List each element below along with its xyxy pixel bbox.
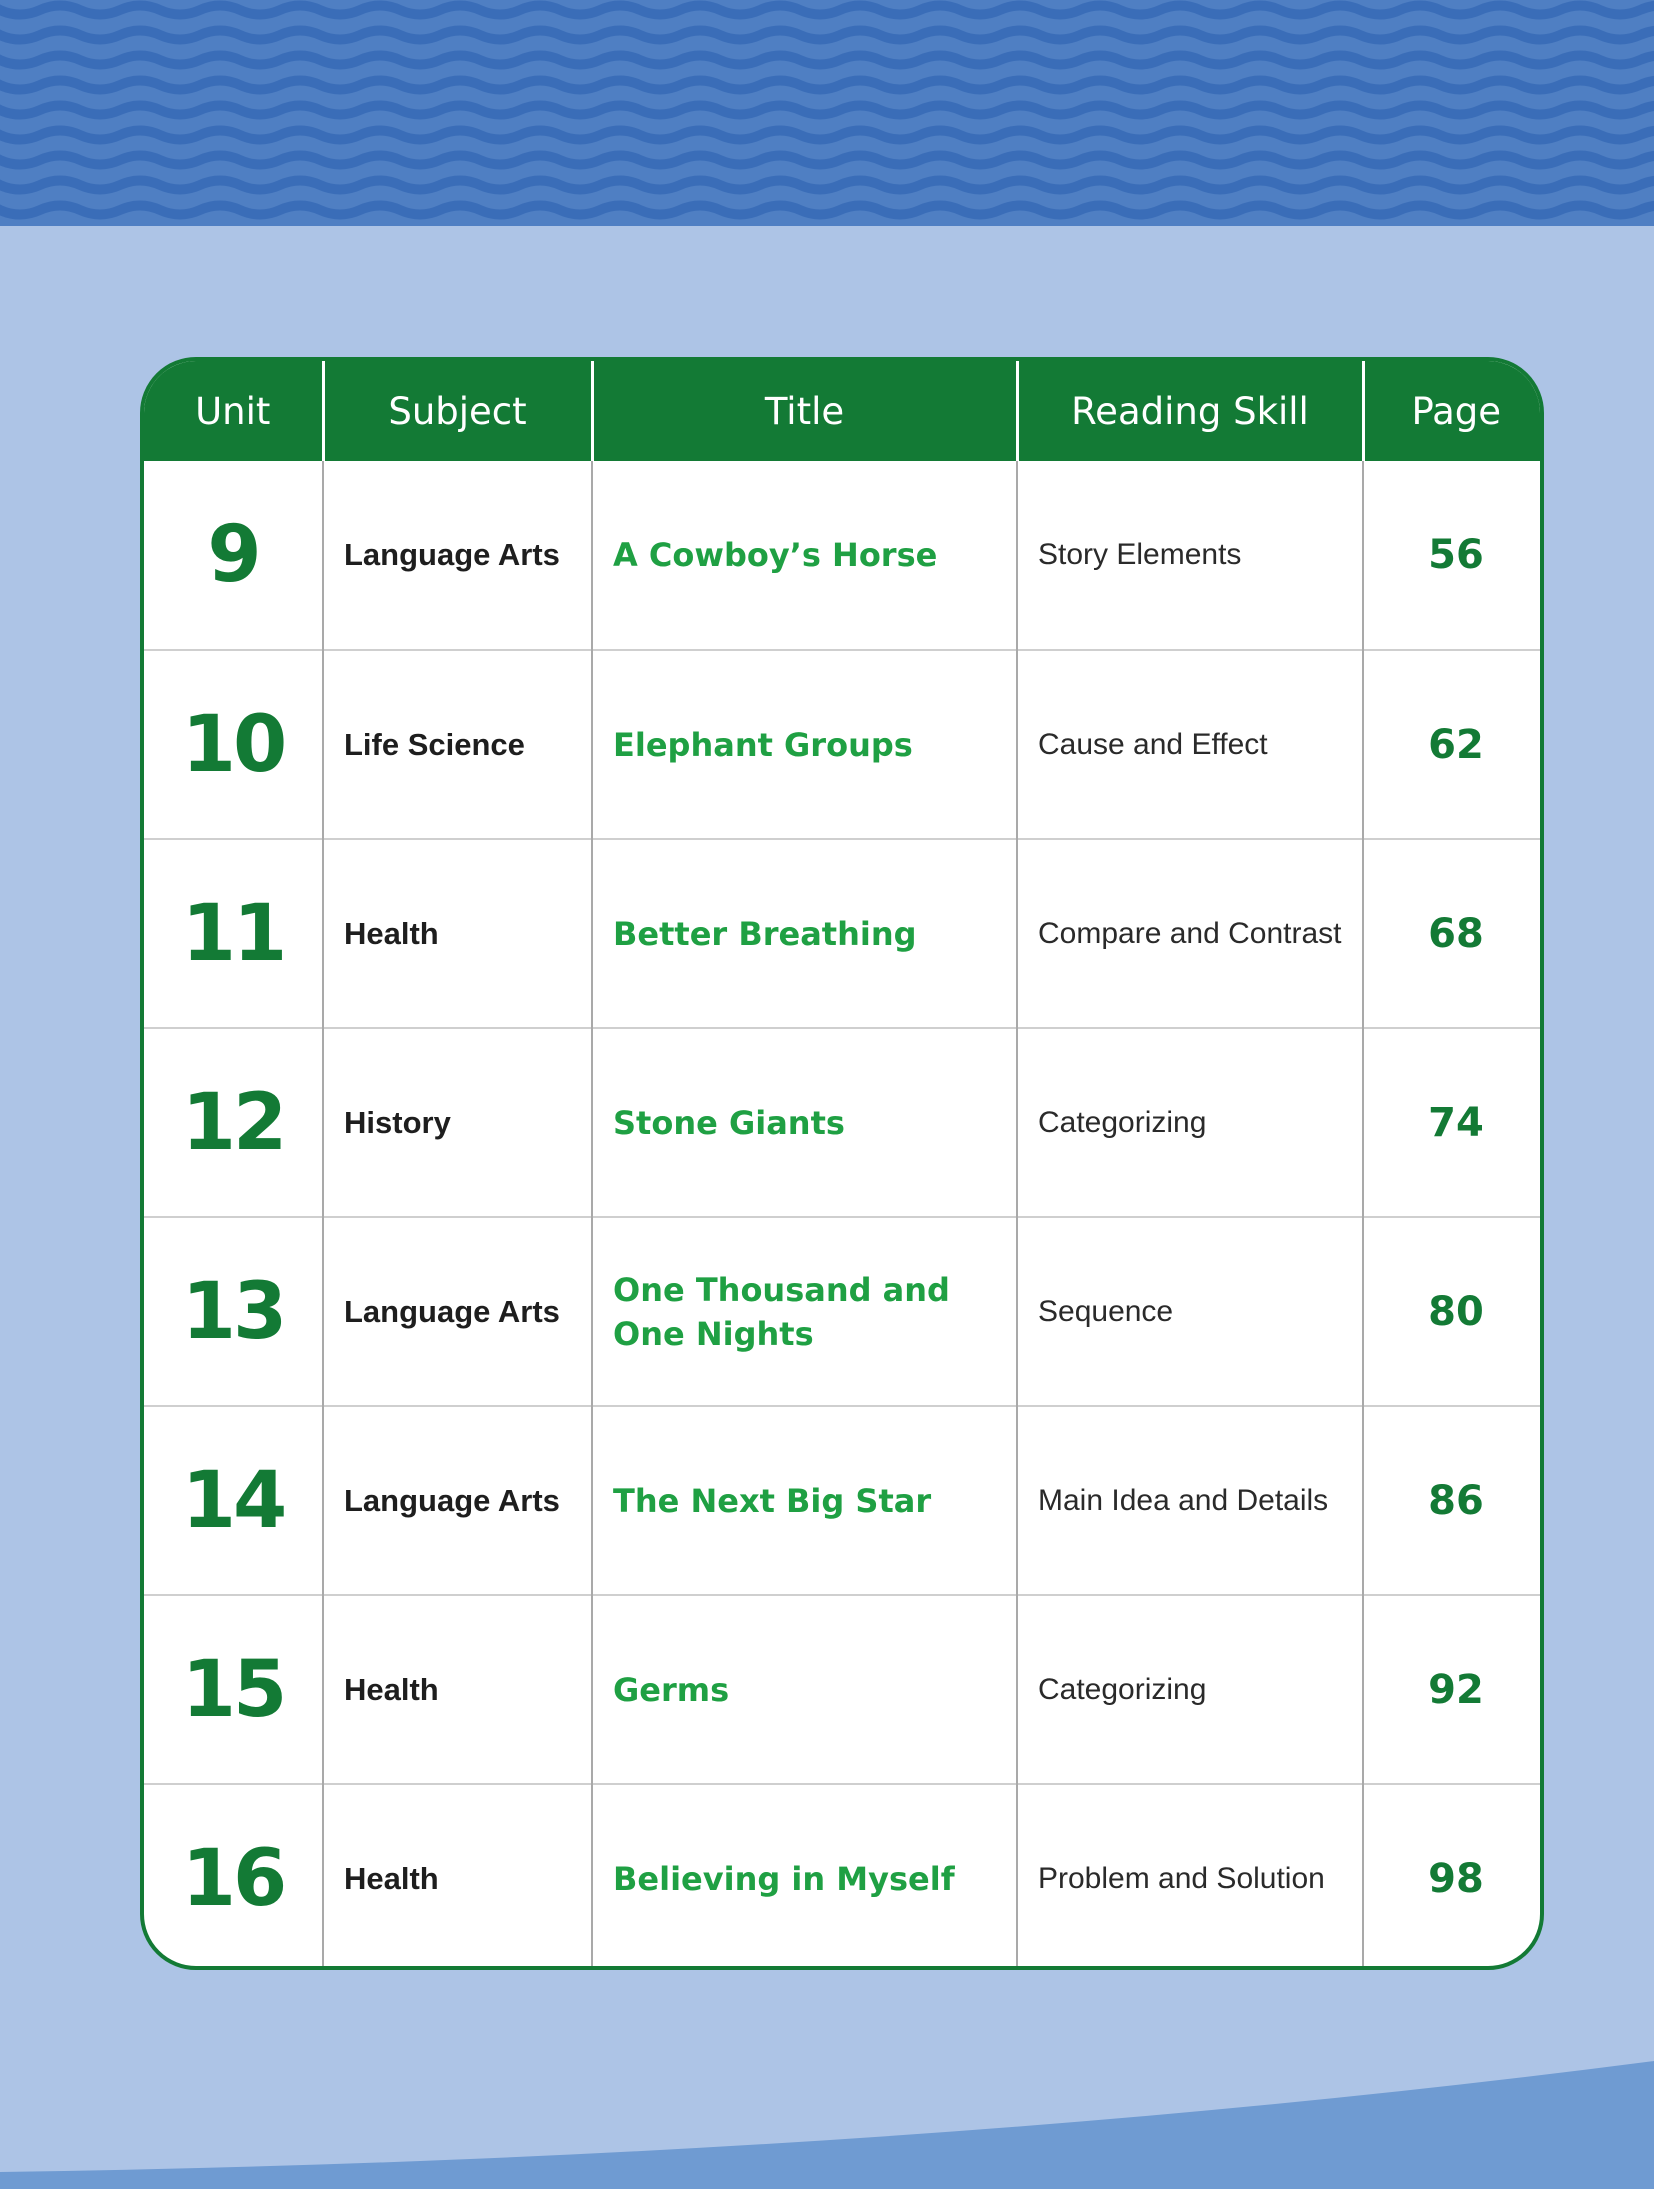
reading-skill-cell: Main Idea and Details — [1017, 1406, 1363, 1595]
reading-skill-cell: Compare and Contrast — [1017, 839, 1363, 1028]
table-row — [144, 839, 1544, 1028]
units-table — [144, 361, 1544, 1970]
subject-cell: Language Arts — [323, 1406, 592, 1595]
subject-cell: History — [323, 1028, 592, 1217]
table-row — [144, 1028, 1544, 1217]
subject-cell: Health — [323, 839, 592, 1028]
title-cell: The Next Big Star — [592, 1406, 1017, 1595]
table-row — [144, 1595, 1544, 1784]
bottom-curve-band — [0, 2009, 1654, 2189]
subject-cell: Health — [323, 1595, 592, 1784]
table-row — [144, 461, 1544, 650]
subject-cell: Language Arts — [323, 461, 592, 650]
title-cell: A Cowboy’s Horse — [592, 461, 1017, 650]
title-cell: Elephant Groups — [592, 650, 1017, 839]
reading-skill-cell: Categorizing — [1017, 1595, 1363, 1784]
reading-skill-cell: Categorizing — [1017, 1028, 1363, 1217]
bottom-curve-shape — [0, 2061, 1654, 2189]
reading-skill-cell: Sequence — [1017, 1217, 1363, 1406]
page-number: 68 — [1363, 839, 1544, 1028]
unit-number: 9 — [207, 510, 259, 600]
unit-number: 10 — [144, 650, 323, 839]
page-number: 80 — [1363, 1217, 1544, 1406]
unit-number: 14 — [144, 1406, 323, 1595]
unit-number: 12 — [144, 1028, 323, 1217]
unit-number: 13 — [144, 1217, 323, 1406]
header-subject: Subject — [323, 361, 592, 461]
table-row — [144, 1406, 1544, 1595]
unit-number: 15 — [144, 1595, 323, 1784]
page-number: 86 — [1363, 1406, 1544, 1595]
page-number: 92 — [1363, 1595, 1544, 1784]
header-row — [144, 361, 1544, 461]
table-row — [144, 1217, 1544, 1406]
title-cell: Better Breathing — [592, 839, 1017, 1028]
reading-skill-cell: Story Elements — [1017, 461, 1363, 650]
page-number: 74 — [1363, 1028, 1544, 1217]
header-title: Title — [592, 361, 1017, 461]
reading-skill-cell: Cause and Effect — [1017, 650, 1363, 839]
subject-cell: Life Science — [323, 650, 592, 839]
header-page: Page — [1363, 361, 1544, 461]
unit-number: 16 — [144, 1784, 323, 1970]
reading-skill-cell: Problem and Solution — [1017, 1784, 1363, 1970]
title-cell: Germs — [592, 1595, 1017, 1784]
table-of-contents — [140, 357, 1544, 1970]
table-row — [144, 650, 1544, 839]
table-row — [144, 1784, 1544, 1970]
title-cell: One Thousand and One Nights — [592, 1217, 1017, 1406]
wave-banner — [0, 0, 1654, 226]
header-unit: Unit — [144, 361, 323, 461]
header-reading-skill: Reading Skill — [1017, 361, 1363, 461]
title-cell: Believing in Myself — [592, 1784, 1017, 1970]
page-number: 98 — [1363, 1784, 1544, 1970]
page-number: 62 — [1363, 650, 1544, 839]
subject-cell: Health — [323, 1784, 592, 1970]
title-cell: Stone Giants — [592, 1028, 1017, 1217]
subject-cell: Language Arts — [323, 1217, 592, 1406]
page-number: 56 — [1363, 461, 1544, 650]
unit-number: 11 — [144, 839, 323, 1028]
